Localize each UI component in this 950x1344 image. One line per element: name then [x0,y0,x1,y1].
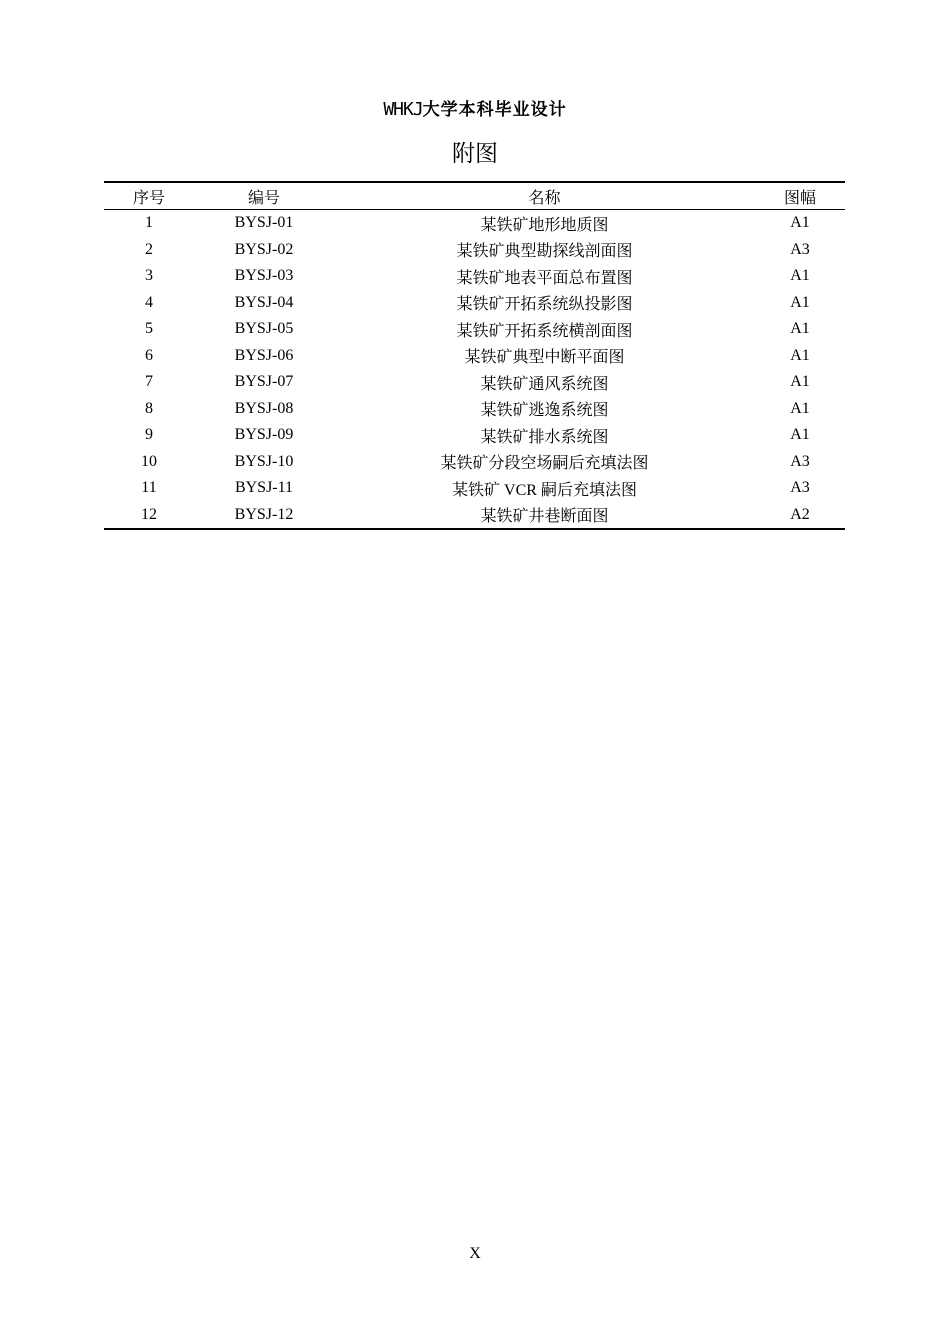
cell-sheet-size: A1 [790,214,810,232]
cell-sheet-size: A1 [790,346,810,364]
cell-code: BYSJ-04 [234,293,294,311]
cell-sheet-size: A3 [790,452,810,470]
cell-code: BYSJ-02 [234,240,294,258]
cell-name: 某铁矿开拓系统纵投影图 [456,296,633,314]
table-row [104,290,845,317]
cell-sheet-size: A1 [790,426,810,444]
cell-sheet-size: A1 [790,293,810,311]
cell-number: 4 [145,293,153,311]
column-header-sheet-size: 图幅 [755,182,845,210]
cell-name: 某铁矿井巷断面图 [480,508,609,526]
section-title: 附图 [452,141,498,167]
cell-number: 2 [145,240,153,258]
table-row [104,422,845,449]
cell-number: 7 [145,373,153,391]
cell-number: 10 [141,452,157,470]
cell-number: 8 [145,399,153,417]
cell-number: 9 [145,426,153,444]
cell-code: BYSJ-06 [234,346,294,364]
cell-name: 某铁矿开拓系统横剖面图 [456,322,633,340]
cell-name: 某铁矿典型勘探线剖面图 [456,243,633,261]
table-row [104,502,845,530]
cell-number: 5 [145,320,153,338]
column-header-name: 名称 [334,182,755,210]
table-row [104,316,845,343]
cell-code: BYSJ-09 [234,426,294,444]
cell-name: 某铁矿典型中断平面图 [464,349,625,367]
cell-number: 3 [145,267,153,285]
cell-name: 某铁矿地表平面总布置图 [456,269,633,287]
cell-code: BYSJ-05 [234,320,294,338]
drawings-table [104,181,845,530]
cell-name: 某铁矿排水系统图 [480,428,609,446]
column-header-number: 序号 [104,182,194,210]
cell-number: 12 [141,505,157,523]
table-row [104,369,845,396]
cell-sheet-size: A1 [790,320,810,338]
table-body [104,210,845,530]
page-number: X [469,1245,481,1262]
cell-sheet-size: A1 [790,373,810,391]
cell-code: BYSJ-11 [234,479,294,497]
cell-code: BYSJ-08 [234,399,294,417]
cell-name: 某铁矿通风系统图 [480,375,609,393]
cell-name: 某铁矿地形地质图 [480,216,609,234]
column-header-code: 编号 [194,182,334,210]
cell-code: BYSJ-01 [234,214,294,232]
cell-code: BYSJ-12 [234,505,294,523]
table-row [104,210,845,237]
cell-code: BYSJ-10 [234,452,294,470]
cell-number: 6 [145,346,153,364]
page-header [0,96,950,123]
cell-code: BYSJ-03 [234,267,294,285]
table-row [104,396,845,423]
cell-sheet-size: A3 [790,479,810,497]
cell-name: 某铁矿逃逸系统图 [480,402,609,420]
table-row [104,343,845,370]
table-row [104,237,845,264]
header-school-code: WHKJ [383,99,423,120]
cell-sheet-size: A1 [790,267,810,285]
cell-number: 11 [141,479,157,497]
table-header-row [104,182,845,210]
cell-number: 1 [145,214,153,232]
table-row [104,263,845,290]
table-row [104,449,845,476]
cell-name: 某铁矿 VCR 嗣后充填法图 [452,481,637,499]
cell-sheet-size: A2 [790,505,810,523]
cell-sheet-size: A1 [790,399,810,417]
cell-code: BYSJ-07 [234,373,294,391]
cell-name: 某铁矿分段空场嗣后充填法图 [440,455,649,473]
cell-sheet-size: A3 [790,240,810,258]
table-row [104,475,845,502]
header-document-type: 大学本科毕业设计 [422,100,567,120]
